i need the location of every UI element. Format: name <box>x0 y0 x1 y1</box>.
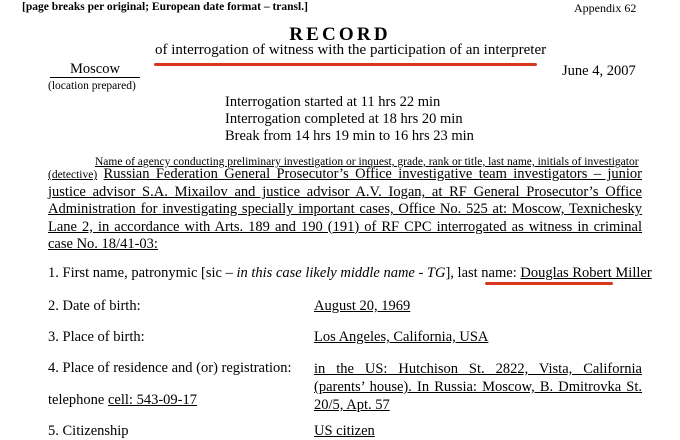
translator-note: [page breaks per original; European date format – transl.] <box>22 1 308 13</box>
location-value: Moscow <box>50 62 140 78</box>
name-highlight-underline <box>485 282 613 285</box>
interrogation-break: Break from 14 hrs 19 min to 16 hrs 23 min <box>225 128 474 144</box>
name-value: Douglas Robert Miller <box>520 265 652 281</box>
pob-label: 3. Place of birth: <box>48 329 145 345</box>
document-title: RECORD <box>289 24 391 45</box>
agency-text: Russian Federation General Prosecutor’s Office investigative team investigators – junior justice advisor S.A. Mixailov and justice advisor A.V. Iogan, at RF General Prosecutor’s Office Administration for investigating specially important cases, Office No. 525 at: Moscow, Texnichesky Lane 2, in accordance with Arts. 189 and 190 (191) of RF CPC interrogated as witness in criminal case No. 18/41-03: <box>48 166 642 252</box>
residence-label: 4. Place of residence and (or) registration: <box>48 360 292 376</box>
agency-caption: Name of agency conducting preliminary investigation or inquest, grade, rank or title, last name, initials of investigator <box>95 156 639 168</box>
subtitle-highlight-underline <box>154 63 537 66</box>
residence-value: in the US: Hutchison St. 2822, Vista, California (parents’ house). In Russia: Moscow, B. Dmitrovka St. 20/5, Apt. 57 <box>314 361 642 413</box>
interrogation-start: Interrogation started at 11 hrs 22 min <box>225 94 441 110</box>
interrogation-end: Interrogation completed at 18 hrs 20 min <box>225 111 463 127</box>
citizenship-label: 5. Citizenship <box>48 423 129 439</box>
record-date: June 4, 2007 <box>562 63 636 79</box>
dob-value: August 20, 1969 <box>314 298 411 314</box>
agency-paragraph <box>48 166 642 253</box>
name-label-before: 1. First name, patronymic [sic – <box>48 265 237 281</box>
location-caption: (location prepared) <box>48 80 136 92</box>
name-label-italic: in this case likely middle name - TG <box>236 265 446 281</box>
appendix-label: Appendix 62 <box>574 1 637 15</box>
detective-label: (detective) <box>48 169 98 181</box>
pob-value: Los Angeles, California, USA <box>314 329 489 345</box>
telephone-label: telephone <box>48 392 108 408</box>
name-field <box>48 265 652 282</box>
citizenship-value: US citizen <box>314 423 375 439</box>
name-label-after: ], last name: <box>445 265 521 281</box>
telephone-value: cell: 543-09-17 <box>108 392 197 408</box>
dob-label: 2. Date of birth: <box>48 298 141 314</box>
telephone-field <box>48 392 197 409</box>
document-subtitle: of interrogation of witness with the participation of an interpreter <box>155 42 547 58</box>
